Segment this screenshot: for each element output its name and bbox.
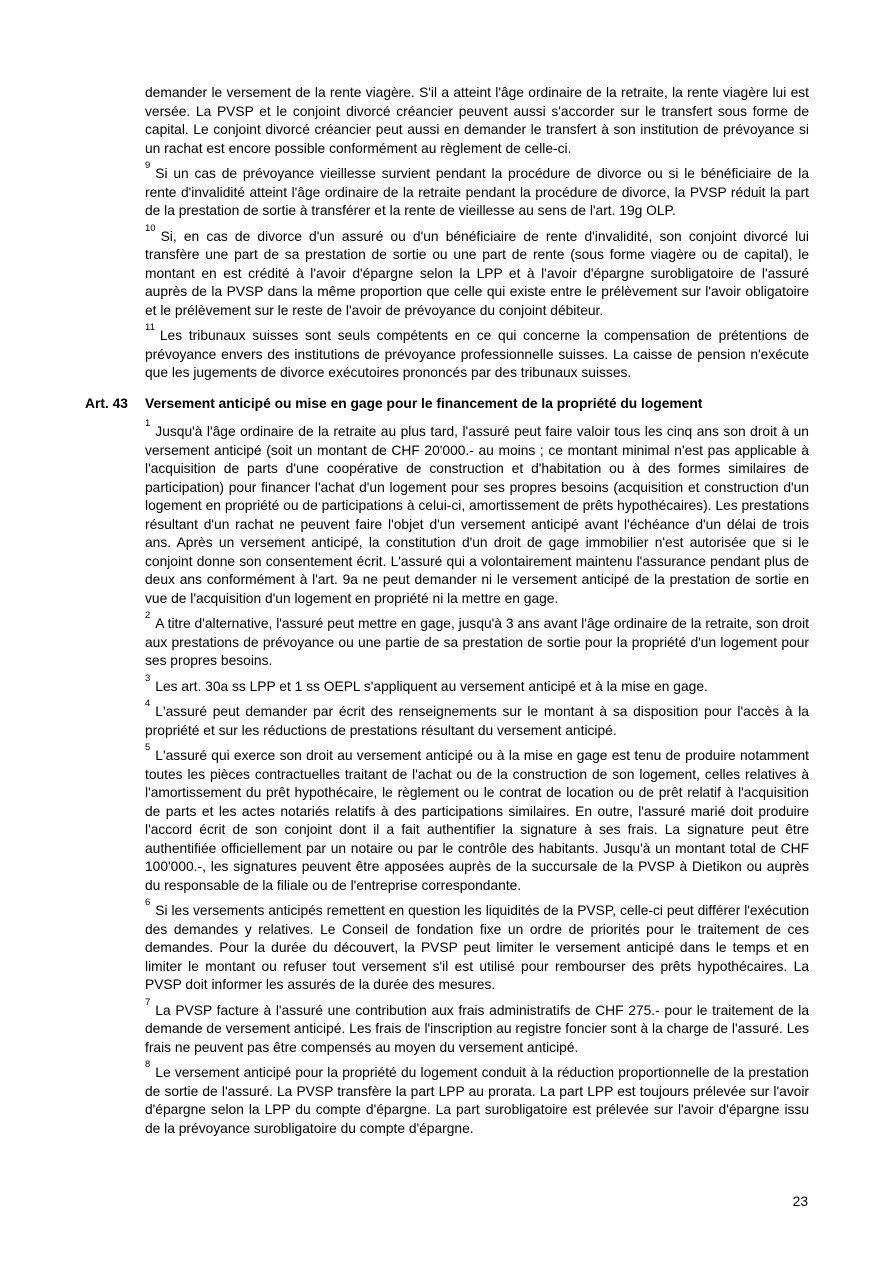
numbered-paragraph <box>145 698 809 740</box>
paragraph-number: 5 <box>145 742 151 754</box>
paragraph-text: L'assuré qui exerce son droit au versement anticipé ou à la mise en gage est tenu de produire notamment toutes les pièces contractuelles traitant de l'achat ou de la construction de son logement, celles relatives à l'amortissement du prêt hypothécaire, le règlement ou le contrat de location ou de prêt relatif à l'acquisition de parts et les actes notariés relatifs à des participations similaires. En outre, l'assuré marié doit produire l'accord écrit de son conjoint dont il a fait authentifier la signature à ses frais. La signature peut être authentifiée officiellement par un notaire ou par le contrôle des habitants. Jusqu'à un montant total de CHF 100'000.-, les signatures peuvent être apposées auprès de la succursale de la PVSP à Dietikon ou auprès du responsable de la filiale ou de l'entreprise correspondante. <box>145 748 809 893</box>
paragraph-text: Si un cas de prévoyance vieillesse survient pendant la procédure de divorce ou si le bénéficiaire de la rente d'invalidité atteint l'âge ordinaire de la retraite pendant la procédure de divorce, la PVSP réduit la part de la prestation de sortie à transférer et la rente de vieillesse au sens de l'art. 19g OLP. <box>145 166 809 218</box>
paragraph-number: 2 <box>145 610 151 622</box>
paragraph-number: 3 <box>145 672 151 684</box>
numbered-paragraph <box>145 322 809 383</box>
paragraph-number: 11 <box>145 322 155 334</box>
numbered-paragraph <box>145 610 809 671</box>
paragraph-number: 9 <box>145 160 151 172</box>
paragraph-text: Si les versements anticipés remettent en question les liquidités de la PVSP, celle-ci peut différer l'exécution des demandes y relatives. Le Conseil de fondation fixe un ordre de priorités pour le traitement de ces demandes. Pour la durée du découvert, la PVSP peut limiter le versement anticipé dans le temps et en limiter le montant ou refuser tout versement s'il est utilisé pour rembourser des prêts hypothécaires. La PVSP doit informer les assurés de la durée des mesures. <box>145 903 809 992</box>
paragraph-number: 7 <box>145 996 151 1008</box>
numbered-paragraphs-article <box>145 418 809 1138</box>
paragraph-text: Jusqu'à l'âge ordinaire de la retraite au plus tard, l'assuré peut faire valoir tous les cinq ans son droit à un versement anticipé (soit un montant de CHF 20'000.- au moins ; ce montant minimal n'est pas applicable à l'acquisition de parts d'une coopérative de construction et d'habitation ou à des formes similaires de participation) pour financer l'achat d'un logement pour ses propres besoins (acquisition et construction d'un logement en propriété ou de participations à celui-ci, amortissement de prêts hypothécaires). Les prestations résultant d'un rachat ne peuvent faire l'objet d'un versement anticipé avant l'échéance d'un délai de trois ans. Après un versement anticipé, la constitution d'un droit de gage immobilier n'est autorisée que si le conjoint donne son consentement écrit. L'assuré qui a volontairement maintenu l'assurance pendant plus de deux ans conformément à l'art. 9a ne peut demander ni le versement anticipé de la prestation de sortie en vue de l'acquisition d'un logement en propriété ni la mettre en gage. <box>145 424 809 606</box>
paragraph-text: Le versement anticipé pour la propriété du logement conduit à la réduction proportionnelle de la prestation de sortie de l'assuré. La PVSP transfère la part LPP au prorata. La part LPP est toujours prélevée sur l'avoir d'épargne selon la LPP du compte d'épargne. La part surobligatoire est prélevée sur l'avoir d'épargne issu de la prévoyance surobligatoire du compte d'épargne. <box>145 1065 809 1136</box>
numbered-paragraphs-top <box>145 160 809 383</box>
page-number: 23 <box>792 1194 808 1209</box>
intro-paragraph: demander le versement de la rente viagère. S'il a atteint l'âge ordinaire de la retraite, la rente viagère lui est versée. La PVSP et le conjoint divorcé créancier peuvent aussi s'accorder sur le transfert sous forme de capital. Le conjoint divorcé créancier peut aussi en demander le transfert à son institution de prévoyance si un rachat est encore possible conformément au règlement de celle-ci. <box>145 85 809 156</box>
paragraph-text: Les tribunaux suisses sont seuls compétents en ce qui concerne la compensation de prétentions de prévoyance envers des institutions de prévoyance professionnelle suisses. La caisse de pension n'exécute que les jugements de divorce exécutoires prononcés par des tribunaux suisses. <box>145 328 809 380</box>
paragraph-text: La PVSP facture à l'assuré une contribution aux frais administratifs de CHF 275.- pour le traitement de la demande de versement anticipé. Les frais de l'inscription au registre foncier sont à la charge de l'assuré. Les frais ne peuvent pas être compensés au moyen du versement anticipé. <box>145 1002 809 1055</box>
numbered-paragraph <box>145 222 809 321</box>
paragraph-number: 8 <box>145 1059 151 1071</box>
paragraph-number: 10 <box>145 222 156 234</box>
numbered-paragraph <box>145 418 809 608</box>
page-content <box>85 84 809 1145</box>
numbered-paragraph <box>145 160 809 221</box>
paragraph-number: 4 <box>145 698 151 710</box>
article-title: Versement anticipé ou mise en gage pour le financement de la propriété du logement <box>145 395 703 411</box>
numbered-paragraph <box>145 672 809 697</box>
numbered-paragraph <box>145 897 809 995</box>
article-heading <box>85 395 809 414</box>
paragraph-text: A titre d'alternative, l'assuré peut mettre en gage, jusqu'à 3 ans avant l'âge ordinaire de la retraite, son droit aux prestations de prévoyance ou une partie de sa prestation de sortie pour la propriété d'un logement pour ses propres besoins. <box>145 616 809 668</box>
paragraph-text: L'assuré peut demander par écrit des renseignements sur le montant à sa disposition pour l'accès à la propriété et sur les réductions de prestations résultant du versement anticipé. <box>145 704 809 738</box>
paragraph-number: 6 <box>145 897 151 909</box>
numbered-paragraph <box>145 742 809 895</box>
numbered-paragraph <box>145 1059 809 1138</box>
paragraph-text: Les art. 30a ss LPP et 1 ss OEPL s'appliquent au versement anticipé et à la mise en gage. <box>155 678 708 694</box>
paragraph-text: Si, en cas de divorce d'un assuré ou d'un bénéficiaire de rente d'invalidité, son conjoint divorcé lui transfère une part de sa prestation de sortie ou une part de rente (sous forme viagère ou de capital), le montant en est crédité à l'avoir d'épargne selon la LPP et à l'avoir d'épargne surobligatoire de l'assuré auprès de la PVSP dans la même proportion que celle qui existe entre le prélèvement sur l'avoir obligatoire et le prélèvement sur le reste de l'avoir de prévoyance du conjoint débiteur. <box>145 228 809 318</box>
numbered-paragraph <box>145 996 809 1058</box>
paragraph-number: 1 <box>145 418 151 430</box>
article-label: Art. 43 <box>85 395 128 411</box>
